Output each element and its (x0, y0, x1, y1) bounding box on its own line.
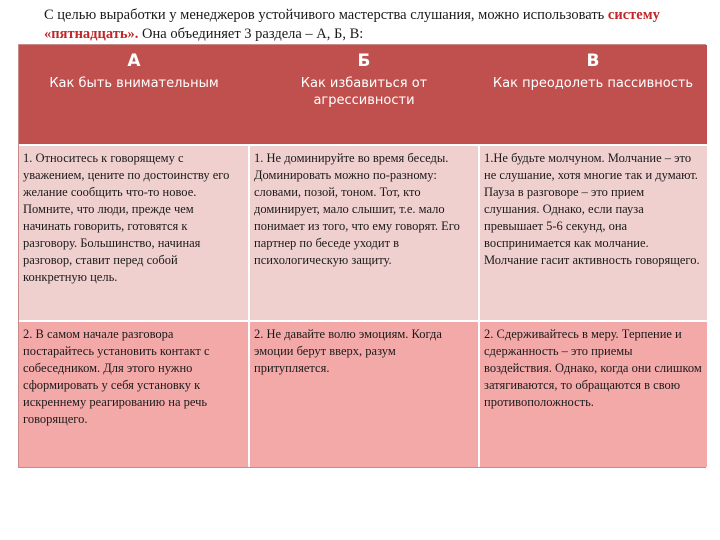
column-title: Как быть внимательным (49, 76, 219, 91)
table-row (19, 321, 707, 467)
table-cell: 1. Не доминируйте во время беседы. Доминировать можно по-разному: словами, позой, тоном. Тот, кто доминирует, мало слышит, т.е. мало понимает из того, что ему говорят. Его партнер по беседе уходит в психологическую защиту. (249, 145, 479, 321)
column-title: Как преодолеть пассивность (492, 76, 694, 91)
column-letter: Б (357, 51, 371, 71)
table-header-row (19, 45, 707, 145)
column-letter: В (586, 51, 600, 71)
intro-highlight: систему «пятнадцать». (44, 7, 660, 42)
table-cell: 2. Сдерживайтесь в меру. Терпение и сдержанность – это приемы воздействия. Однако, когда они слишком затягиваются, то обращаются в свою противоположность. (479, 321, 707, 467)
column-header-a (19, 45, 249, 145)
column-header-b (249, 45, 479, 145)
column-header-v (479, 45, 707, 145)
column-title: Как избавиться от агрессивности (300, 76, 428, 108)
table-cell: 2. В самом начале разговора постарайтесь установить контакт с собеседником. Для этого нужно сформировать у себя установку к искреннему реагированию на речь говорящего. (19, 321, 249, 467)
table-cell: 1. Относитесь к говорящему с уважением, цените по достоинству его желание сообщить что-то новое. Помните, что люди, прежде чем начинать говорить, готовятся к разговору. Большинство, начиная разговор, ставит перед собой конкретную цель. (19, 145, 249, 321)
column-letter: А (127, 51, 141, 71)
intro-text-before: С целью выработки у менеджеров устойчивого мастерства слушания, можно использовать (44, 7, 608, 23)
table-cell: 1.Не будьте молчуном. Молчание – это не слушание, хотя многие так и думают. Пауза в разговоре – это прием слушания. Однако, если пауза превышает 5-6 секунд, она воспринимается как молчание. Молчание гасит активность говорящего. (479, 145, 707, 321)
table-cell: 2. Не давайте волю эмоциям. Когда эмоции берут вверх, разум притупляется. (249, 321, 479, 467)
intro-paragraph (44, 6, 684, 44)
table-row (19, 145, 707, 321)
intro-text-after: Она объединяет 3 раздела – А, Б, В: (138, 26, 364, 42)
listening-system-table (18, 44, 706, 468)
